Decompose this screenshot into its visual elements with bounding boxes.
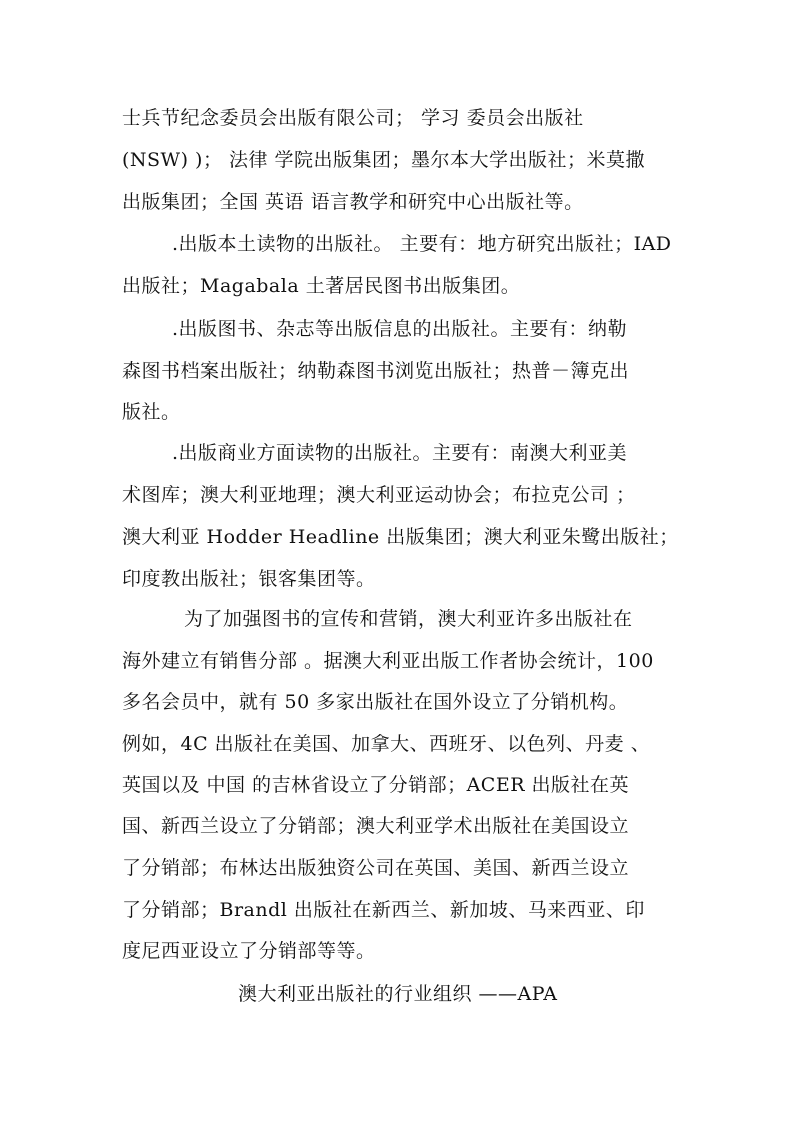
text-line: 出版集团；全国 英语 语言教学和研究中心出版社等。 (122, 191, 584, 213)
text-line: 森图书档案出版社；纳勒森图书浏览出版社；热普－簿克出 (122, 360, 630, 382)
text-line: 版社。 (122, 401, 181, 423)
text-line: 了分销部；Brandl 出版社在新西兰、新加坡、马来西亚、印 (122, 899, 645, 921)
text-line: .出版商业方面读物的出版社。主要有：南澳大利亚美 (172, 442, 628, 464)
text-line: 例如，4C 出版社在美国、加拿大、西班牙、以色列、丹麦 、 (122, 733, 651, 755)
text-line: 国、新西兰设立了分销部；澳大利亚学术出版社在美国设立 (122, 815, 630, 837)
text-line: .出版本土读物的出版社。 主要有：地方研究出版社；IAD (172, 233, 672, 255)
text-line: (NSW) )； 法律 学院出版集团；墨尔本大学出版社；米莫撒 (122, 149, 646, 171)
section-title: 澳大利亚出版社的行业组织 ——APA (238, 983, 558, 1005)
text-line: 士兵节纪念委员会出版有限公司； 学习 委员会出版社 (122, 107, 584, 129)
text-line: .出版图书、杂志等出版信息的出版社。主要有：纳勒 (172, 318, 628, 340)
text-line: 术图库；澳大利亚地理；澳大利亚运动协会；布拉克公司 ； (122, 484, 636, 506)
text-line: 澳大利亚 Hodder Headline 出版集团；澳大利亚朱鹭出版社； (122, 526, 679, 548)
text-line: 印度教出版社；银客集团等。 (122, 568, 376, 590)
text-line: 海外建立有销售分部 。据澳大利亚出版工作者协会统计，100 (122, 650, 654, 672)
text-line: 为了加强图书的宣传和营销，澳大利亚许多出版社在 (184, 608, 633, 630)
text-line: 多名会员中，就有 50 多家出版社在国外设立了分销机构。 (122, 691, 629, 713)
text-line: 出版社；Magabala 土著居民图书出版集团。 (122, 275, 521, 297)
text-line: 英国以及 中国 的吉林省设立了分销部；ACER 出版社在英 (122, 774, 630, 796)
text-line: 了分销部；布林达出版独资公司在英国、美国、新西兰设立 (122, 857, 630, 879)
text-line: 度尼西亚设立了分销部等等。 (122, 940, 376, 962)
